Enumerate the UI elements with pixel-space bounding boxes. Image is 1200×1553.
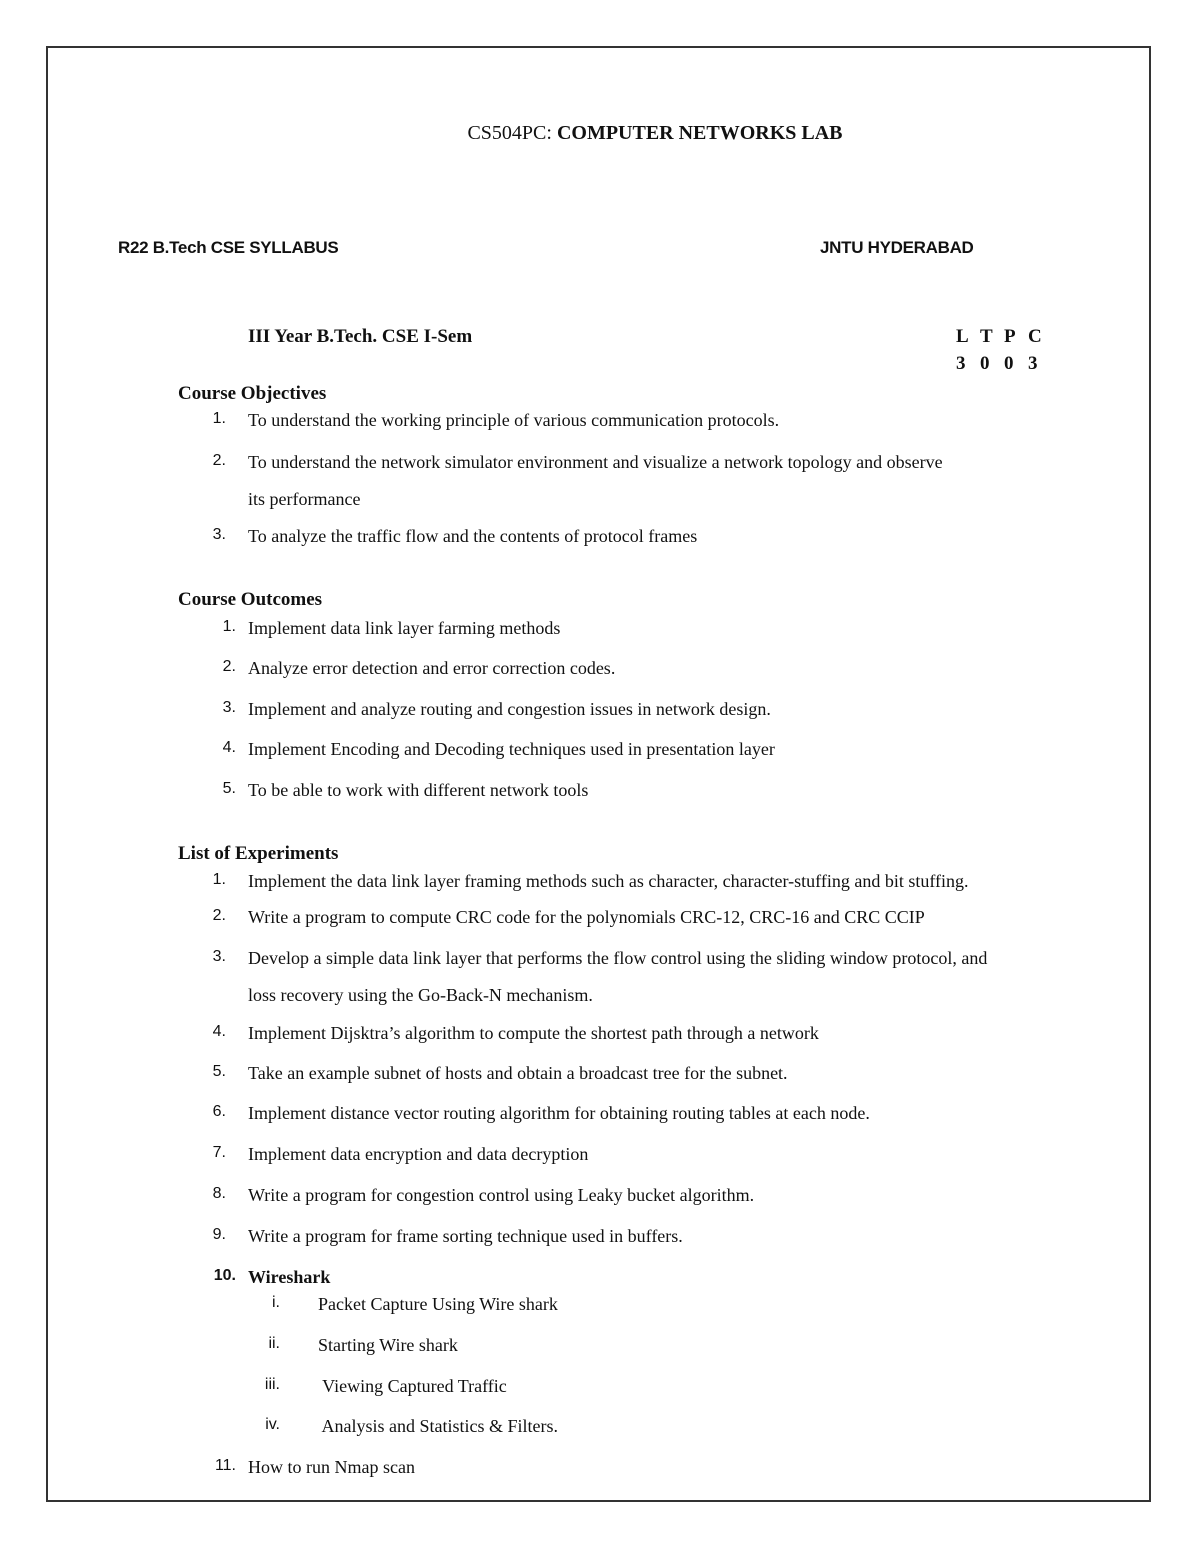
experiment-text: Implement distance vector routing algorithm for obtaining routing tables at each node. (248, 1103, 870, 1123)
experiment-text: Implement the data link layer framing methods such as character, character-stuffing and bit stuffing. (248, 871, 969, 891)
ltpc-label-p: P (1004, 326, 1016, 347)
experiment-text: Take an example subnet of hosts and obtain a broadcast tree for the subnet. (248, 1063, 788, 1083)
subitem-number: ii. (268, 1335, 280, 1352)
ltpc-value-t: 0 (980, 353, 990, 374)
experiment-number: 5. (212, 1063, 226, 1080)
experiment-number: 8. (212, 1185, 226, 1202)
outcome-number: 1. (222, 618, 236, 635)
objective-number: 2. (212, 452, 226, 469)
experiments-heading: List of Experiments (178, 843, 339, 864)
experiment-number: 2. (212, 907, 226, 924)
experiment-number: 1. (212, 871, 226, 888)
experiment-text: Develop a simple data link layer that performs the flow control using the sliding window protocol, and (248, 948, 988, 968)
experiment-text: How to run Nmap scan (248, 1457, 415, 1477)
objective-text: To understand the working principle of various communication protocols. (248, 410, 780, 430)
experiment-number: 11. (214, 1457, 236, 1474)
course-title (0, 122, 1200, 145)
experiment-text: Wireshark (248, 1267, 331, 1287)
outcome-number: 2. (222, 658, 236, 675)
experiment-text-continued: loss recovery using the Go-Back-N mechanism. (248, 985, 593, 1005)
outcome-text: Analyze error detection and error correction codes. (248, 658, 616, 678)
experiment-number: 9. (212, 1226, 226, 1243)
ltpc-value-c: 3 (1028, 353, 1038, 374)
ltpc-label-l: L (956, 326, 969, 347)
outcome-number: 3. (222, 699, 236, 716)
outcome-text: Implement Encoding and Decoding techniques used in presentation layer (248, 739, 775, 759)
experiment-text: Implement data encryption and data decryption (248, 1144, 589, 1164)
subitem-text: Analysis and Statistics & Filters. (318, 1416, 559, 1436)
ltpc-labels (956, 326, 1052, 348)
syllabus-header-right: JNTU HYDERABAD (820, 238, 974, 257)
subitem-number: iii. (264, 1376, 280, 1393)
syllabus-header-left: R22 B.Tech CSE SYLLABUS (118, 238, 339, 257)
experiment-text: Write a program to compute CRC code for the polynomials CRC-12, CRC-16 and CRC CCIP (248, 907, 925, 927)
course-code: CS504PC: (467, 122, 557, 144)
subitem-number: i. (272, 1294, 280, 1311)
ltpc-values (956, 353, 1052, 375)
experiment-number: 6. (212, 1103, 226, 1120)
outcome-number: 5. (222, 780, 236, 797)
experiment-number: 3. (212, 948, 226, 965)
objective-text-continued: its performance (248, 489, 361, 509)
experiment-text: Write a program for frame sorting technique used in buffers. (248, 1226, 683, 1246)
subitem-number: iv. (265, 1416, 280, 1433)
objective-text: To understand the network simulator environment and visualize a network topology and observe (248, 452, 943, 472)
ltpc-label-c: C (1028, 326, 1042, 347)
objectives-heading: Course Objectives (178, 383, 327, 404)
subitem-text: Packet Capture Using Wire shark (318, 1294, 558, 1314)
outcomes-heading: Course Outcomes (178, 589, 323, 610)
course-name: COMPUTER NETWORKS LAB (556, 122, 843, 144)
year-semester: III Year B.Tech. CSE I-Sem (248, 326, 473, 347)
objective-number: 1. (212, 410, 226, 427)
ltpc-label-t: T (980, 326, 993, 347)
subitem-text: Starting Wire shark (318, 1335, 458, 1355)
ltpc-value-l: 3 (956, 353, 966, 374)
objective-text: To analyze the traffic flow and the contents of protocol frames (248, 526, 698, 546)
outcome-text: To be able to work with different network tools (248, 780, 589, 800)
experiment-text: Implement Dijsktra’s algorithm to compute the shortest path through a network (248, 1023, 819, 1043)
subitem-text: Viewing Captured Traffic (318, 1376, 507, 1396)
experiment-number: 7. (212, 1144, 226, 1161)
outcome-text: Implement and analyze routing and congestion issues in network design. (248, 699, 771, 719)
outcome-number: 4. (222, 739, 236, 756)
outcome-text: Implement data link layer farming methods (248, 618, 561, 638)
experiment-number: 4. (212, 1023, 226, 1040)
objective-number: 3. (212, 526, 226, 543)
experiment-number: 10. (213, 1267, 236, 1284)
ltpc-value-p: 0 (1004, 353, 1014, 374)
experiment-text: Write a program for congestion control using Leaky bucket algorithm. (248, 1185, 755, 1205)
